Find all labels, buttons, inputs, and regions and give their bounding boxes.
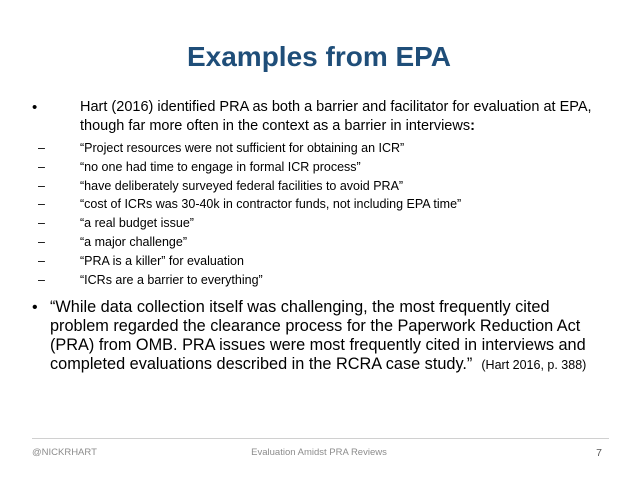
quote-item xyxy=(32,158,612,177)
citation: (Hart 2016, p. 388) xyxy=(481,358,587,372)
bullet-hart-2016 xyxy=(32,98,612,289)
quote-dash: – xyxy=(38,197,45,212)
quote-text: “a major challenge” xyxy=(80,234,187,249)
footer-handle: @NICKRHART xyxy=(32,447,97,458)
quote-text: “cost of ICRs was 30-40k in contractor funds, not including EPA time” xyxy=(80,197,462,212)
quote-item xyxy=(32,177,612,196)
quote-item xyxy=(32,214,612,233)
footer-presentation-title: Evaluation Amidst PRA Reviews xyxy=(251,447,387,458)
quote-item xyxy=(32,252,612,271)
quote-dash: – xyxy=(38,178,45,193)
quote-text: “a real budget issue” xyxy=(80,216,194,231)
bullet-row xyxy=(32,298,612,375)
quote-text: “no one had time to engage in formal ICR process” xyxy=(80,159,361,174)
quote-dash: – xyxy=(38,216,45,231)
quote-body: “While data collection itself was challenging, the most frequently cited problem regarded the clearance process for the Paperwork Reduction Act (PRA) from OMB. PRA issues were most frequently cited in interviews and completed evaluations described in the RCRA case study.” xyxy=(50,298,586,373)
footer-divider xyxy=(32,438,609,439)
quote-dash: – xyxy=(38,234,45,249)
quote-text: “Project resources were not sufficient for obtaining an ICR” xyxy=(80,141,405,155)
quote-item xyxy=(32,271,612,290)
quote-item xyxy=(32,195,612,214)
quote-list xyxy=(32,139,612,289)
quote-item xyxy=(32,233,612,252)
quote-dash: – xyxy=(38,141,45,155)
bullet-marker: • xyxy=(32,99,38,116)
quote-text: “PRA is a killer” for evaluation xyxy=(80,253,244,268)
quote-block xyxy=(50,298,612,375)
bullet-colon: : xyxy=(470,118,475,134)
slide-title: Examples from EPA xyxy=(186,41,452,72)
quote-dash: – xyxy=(38,272,45,287)
quote-dash: – xyxy=(38,253,45,268)
bullet-marker: • xyxy=(32,299,38,316)
quote-item xyxy=(32,139,612,158)
page-number: 7 xyxy=(596,447,602,459)
bullet-row xyxy=(32,98,612,136)
quote-dash: – xyxy=(38,159,45,174)
bullet-hart-quote xyxy=(32,298,612,375)
bullet-text xyxy=(80,98,612,136)
quote-text: “ICRs are a barrier to everything” xyxy=(80,272,263,287)
quote-text: “have deliberately surveyed federal facilities to avoid PRA” xyxy=(80,178,404,193)
bullet-body: Hart (2016) identified PRA as both a barrier and facilitator for evaluation at EPA, though far more often in the context as a barrier in interviews xyxy=(80,99,592,134)
